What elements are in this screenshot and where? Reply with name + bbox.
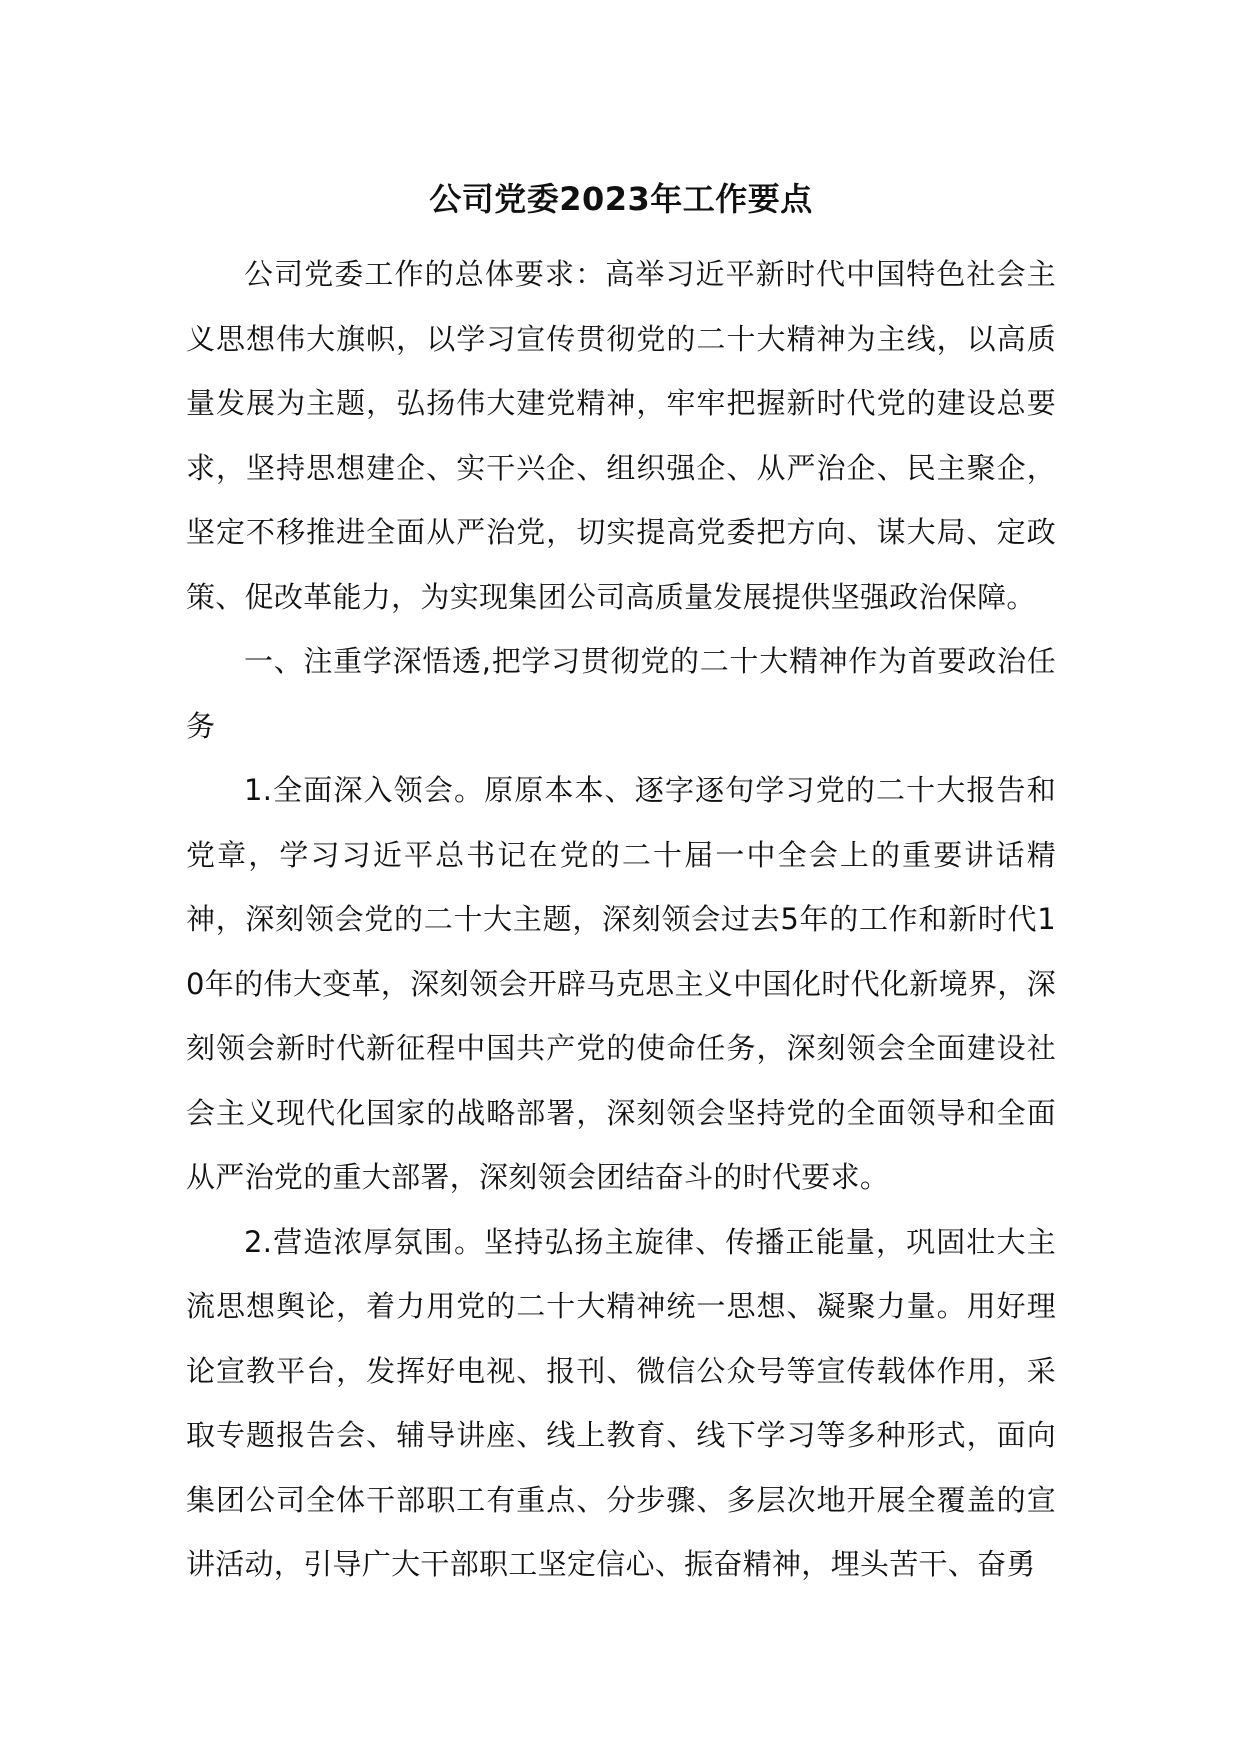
document-page <box>186 170 1056 1597</box>
paragraph-item-2: 2.营造浓厚氛围。坚持弘扬主旋律、传播正能量，巩固壮大主流思想舆论，着力用党的二十大精神统一思想、凝聚力量。用好理论宣教平台，发挥好电视、报刊、微信公众号等宣传载体作用，采取专题报告会、辅导讲座、线上教育、线下学习等多种形式，面向集团公司全体干部职工有重点、分步骤、多层次地开展全覆盖的宣讲活动，引导广大干部职工坚定信心、振奋精神，埋头苦干、奋勇 <box>186 1224 1056 1581</box>
paragraph-overall-requirements: 公司党委工作的总体要求：高举习近平新时代中国特色社会主义思想伟大旗帜，以学习宣传贯彻党的二十大精神为主线，以高质量发展为主题，弘扬伟大建党精神，牢牢把握新时代党的建设总要求，坚持思想建企、实干兴企、组织强企、从严治企、民主聚企，坚定不移推进全面从严治党，切实提高党委把方向、谋大局、定政策、促改革能力，为实现集团公司高质量发展提供坚强政治保障。 <box>186 257 1056 614</box>
paragraph-item-1: 1.全面深入领会。原原本本、逐字逐句学习党的二十大报告和党章，学习习近平总书记在党的二十届一中全会上的重要讲话精神，深刻领会党的二十大主题，深刻领会过去5年的工作和新时代10年的伟大变革，深刻领会开辟马克思主义中国化时代化新境界，深刻领会新时代新征程中国共产党的使命任务，深刻领会全面建设社会主义现代化国家的战略部署，深刻领会坚持党的全面领导和全面从严治党的重大部署，深刻领会团结奋斗的时代要求。 <box>186 773 1056 1194</box>
document-title: 公司党委2023年工作要点 <box>429 180 813 218</box>
section-heading-1: 一、注重学深悟透,把学习贯彻党的二十大精神作为首要政治任务 <box>186 644 1056 743</box>
